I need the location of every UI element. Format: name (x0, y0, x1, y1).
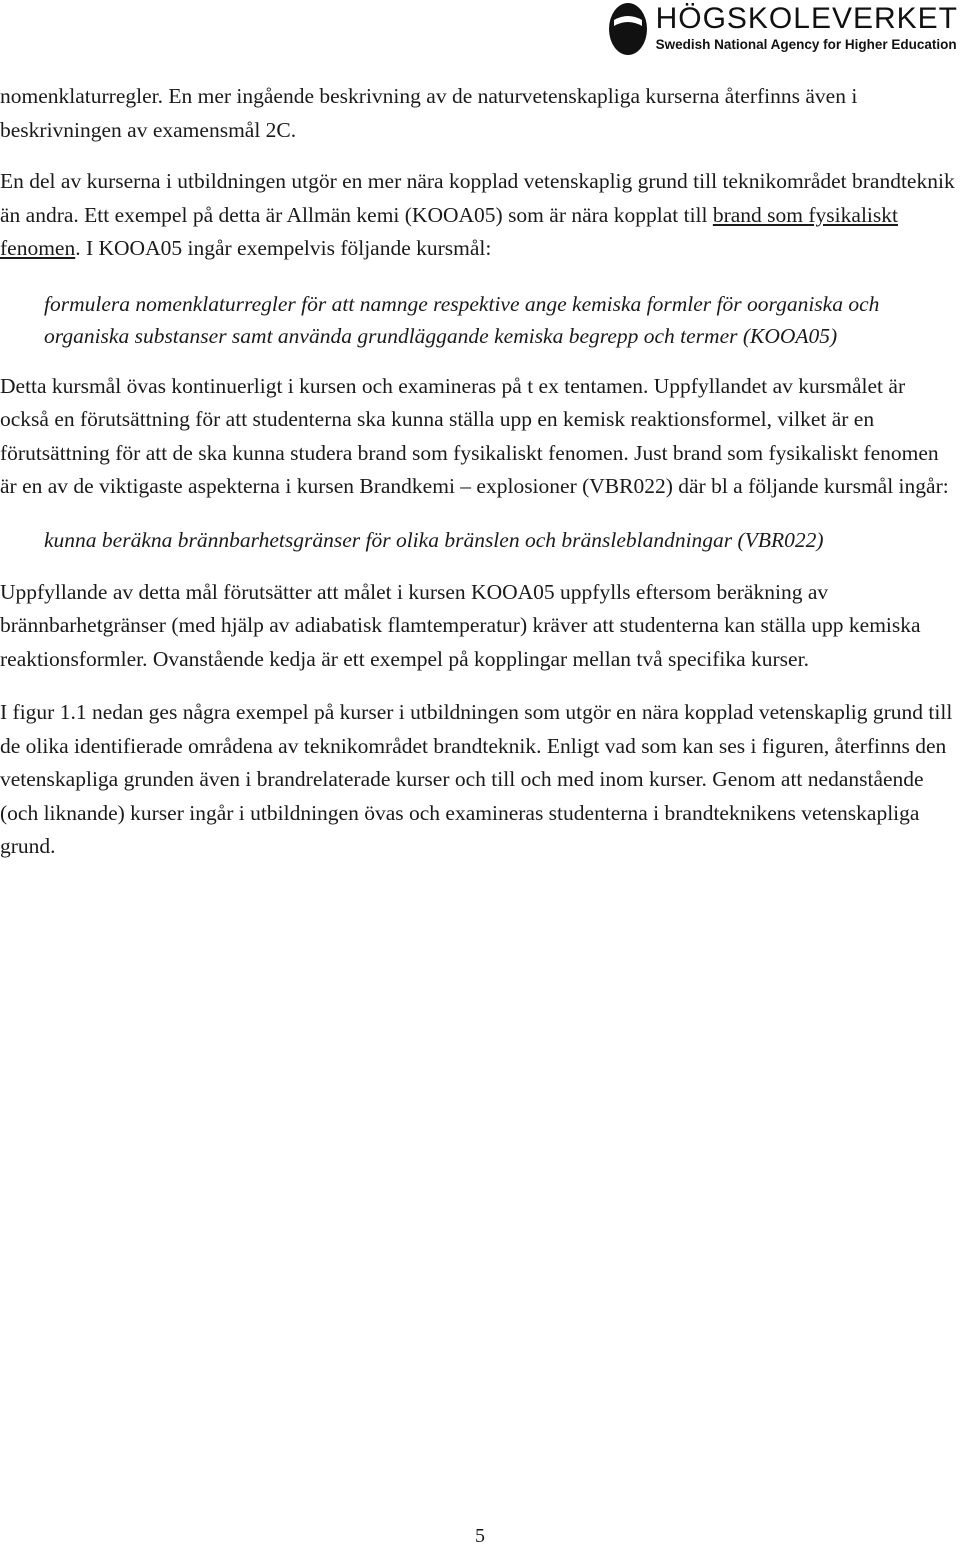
logo-name: HÖGSKOLEVERKET (655, 2, 958, 35)
logo-subtitle: Swedish National Agency for Higher Education (655, 37, 957, 52)
underlined-phrase: brand som fysikaliskt fenomen (0, 202, 898, 260)
paragraph-1: nomenklaturregler. En mer ingående beskrivning av de naturvetenskapliga kurserna återfinns även i beskrivningen av examensmål 2C. (0, 84, 858, 142)
paragraph-3: Detta kursmål övas kontinuerligt i kursen och examineras på t ex tentamen. Uppfyllandet av kursmålet är också en förutsättning för att studenterna ska kunna ställa upp en kemisk reaktionsformel, vilket är en förutsättning för att de ska kunna studera brand som fysikaliskt fenomen. Just brand som fysikaliskt fenomen är en av de viktigaste aspekterna i kursen Brandkemi – explosioner (VBR022) där bl a följande kursmål ingår: (0, 373, 949, 498)
header-logo (608, 2, 958, 56)
paragraph-5: I figur 1.1 nedan ges några exempel på kurser i utbildningen som utgör en nära kopplad vetenskaplig grund till de olika identifierade områdena av teknikområdet brandteknik. Enligt vad som kan ses i figuren, återfinns den vetenskapliga grunden även i brandrelaterade kurser och till och med inom kurser. Genom att nedanstående (och liknande) kurser ingår i utbildningen övas och examineras studenterna i brandteknikens vetenskapliga grund. (0, 700, 953, 858)
course-goal-quote-1: formulera nomenklaturregler för att namnge respektive ange kemiska formler för oorganiska och organiska substanser samt använda grundläggande kemiska begrepp och termer (KOOA05) (44, 291, 880, 348)
paragraph-2-start: En del av kurserna i utbildningen utgör en mer nära kopplad vetenskaplig grund till teknikområdet brandteknik än andra. Ett exempel på detta är Allmän kemi (KOOA05) som är nära kopplat till (0, 169, 955, 227)
course-goal-quote-2: kunna beräkna brännbarhetsgränser för olika bränslen och bränsleblandningar (VBR022) (44, 527, 824, 552)
paragraph-2 (0, 165, 958, 266)
hogskoleverket-logo-icon (608, 2, 648, 56)
page-number: 5 (475, 1525, 485, 1547)
paragraph-2-end: . I KOOA05 ingår exempelvis följande kursmål: (75, 236, 492, 260)
document-body (0, 80, 958, 864)
paragraph-4: Uppfyllande av detta mål förutsätter att målet i kursen KOOA05 uppfylls eftersom beräkning av brännbarhetgränser (med hjälp av adiabatisk flamtemperatur) kräver att studenterna kan ställa upp kemiska reaktionsformler. Ovanstående kedja är ett exempel på kopplingar mellan två specifika kurser. (0, 579, 921, 671)
